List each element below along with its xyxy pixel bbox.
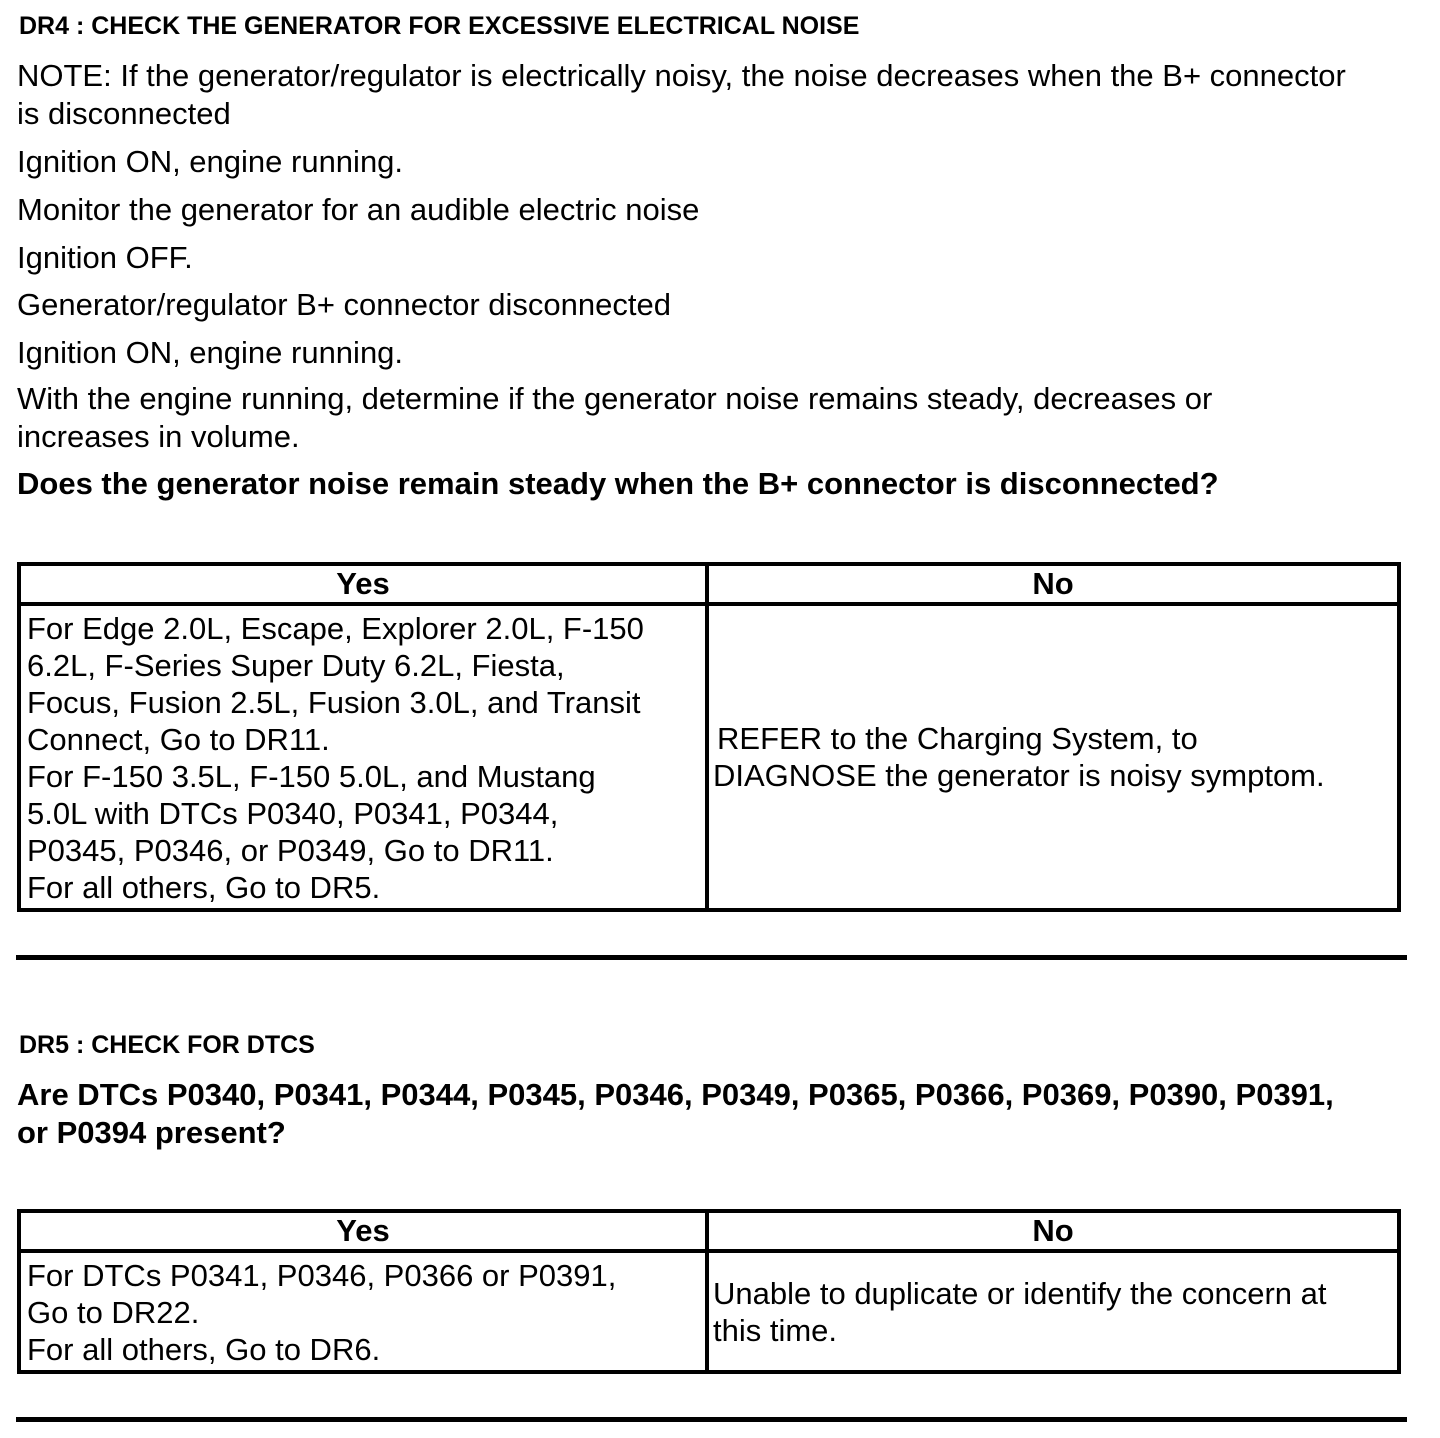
no-cell [707,604,1399,910]
yes-line: 5.0L with DTCs P0340, P0341, P0344, [27,796,559,831]
no-header: No [707,1211,1399,1251]
dr4-step: Ignition ON, engine running. [17,335,404,370]
dr4-heading: DR4 : CHECK THE GENERATOR FOR EXCESSIVE ELECTRICAL NOISE [19,12,860,40]
table-header-row [19,1211,1399,1251]
no-header: No [707,564,1399,604]
section-divider [16,1417,1407,1422]
yes-line: Connect, Go to DR11. [27,722,330,757]
dr5-question: Are DTCs P0340, P0341, P0344, P0345, P0346, P0349, P0365, P0366, P0369, P0390, P0391, or P0394 present? [17,1077,1334,1150]
dr4-step: With the engine running, determine if the generator noise remains steady, decreases or increases in volume. [17,381,1213,454]
yes-cell [19,1251,707,1372]
yes-header: Yes [19,564,707,604]
dr4-question: Does the generator noise remain steady when the B+ connector is disconnected? [17,466,1219,501]
dr4-answer-table [17,562,1401,912]
yes-header: Yes [19,1211,707,1251]
dr4-step: Generator/regulator B+ connector disconnected [17,287,671,322]
dr4-step: Monitor the generator for an audible electric noise [17,192,700,227]
dr5-heading: DR5 : CHECK FOR DTCS [19,1031,315,1059]
no-line: REFER to the Charging System, to [717,721,1198,756]
yes-line: For Edge 2.0L, Escape, Explorer 2.0L, F-150 [27,611,644,646]
yes-line: Focus, Fusion 2.5L, Fusion 3.0L, and Transit [27,685,641,720]
dr4-note: NOTE: If the generator/regulator is electrically noisy, the noise decreases when the B+ connector is disconnected [17,58,1346,131]
no-line: this time. [713,1312,838,1348]
yes-line: For all others, Go to DR5. [27,870,381,905]
no-line: DIAGNOSE the generator is noisy symptom. [713,758,1325,793]
table-row [19,604,1399,910]
yes-line: For DTCs P0341, P0346, P0366 or P0391, [27,1258,617,1293]
no-cell [707,1251,1399,1372]
yes-line: For all others, Go to DR6. [27,1332,381,1367]
table-row [19,1251,1399,1372]
yes-line: Go to DR22. [27,1295,200,1330]
yes-cell [19,604,707,910]
table-header-row [19,564,1399,604]
dr4-step: Ignition ON, engine running. [17,144,404,179]
yes-line: For F-150 3.5L, F-150 5.0L, and Mustang [27,759,596,794]
yes-line: 6.2L, F-Series Super Duty 6.2L, Fiesta, [27,648,565,683]
section-divider [16,955,1407,960]
dr4-step: Ignition OFF. [17,240,193,275]
dr5-answer-table [17,1209,1401,1374]
no-line: Unable to duplicate or identify the concern at [713,1275,1327,1311]
yes-line: P0345, P0346, or P0349, Go to DR11. [27,833,554,868]
